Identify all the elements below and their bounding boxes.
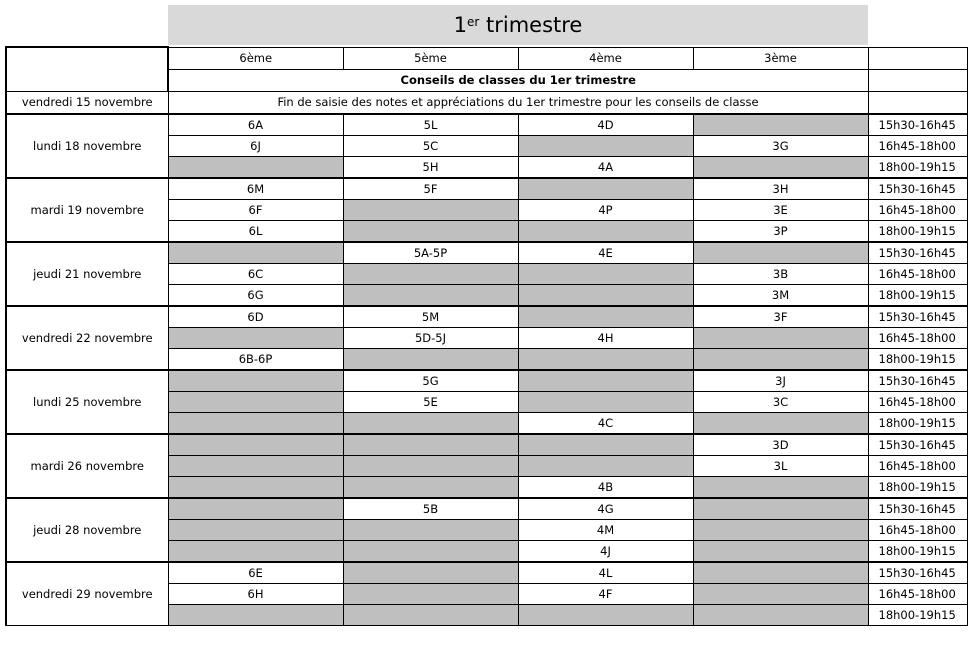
title-rest: trimestre <box>479 13 583 37</box>
time-slot: 18h00-19h15 <box>868 284 967 306</box>
schedule-body <box>6 47 967 625</box>
header-5eme: 5ème <box>343 47 518 69</box>
class-cell-5eme <box>343 519 518 540</box>
table-row <box>6 114 967 136</box>
class-cell-6eme: 6E <box>168 562 343 584</box>
time-slot: 15h30-16h45 <box>868 178 967 200</box>
class-cell-6eme: 6J <box>168 135 343 156</box>
class-cell-5eme: 5B <box>343 498 518 520</box>
class-cell-6eme <box>168 604 343 625</box>
title-sup: er <box>467 15 480 29</box>
class-cell-4eme: 4F <box>518 583 693 604</box>
class-cell-3eme <box>693 519 868 540</box>
class-cell-5eme <box>343 412 518 434</box>
class-cell-4eme <box>518 178 693 200</box>
class-cell-6eme <box>168 434 343 456</box>
class-cell-6eme <box>168 519 343 540</box>
class-cell-6eme <box>168 391 343 412</box>
class-cell-4eme <box>518 455 693 476</box>
class-cell-4eme <box>518 306 693 328</box>
class-cell-5eme <box>343 220 518 242</box>
header-4eme: 4ème <box>518 47 693 69</box>
class-cell-3eme <box>693 242 868 264</box>
time-slot: 16h45-18h00 <box>868 135 967 156</box>
class-cell-3eme: 3P <box>693 220 868 242</box>
class-cell-4eme: 4B <box>518 476 693 498</box>
class-cell-6eme <box>168 242 343 264</box>
header-time <box>868 47 967 69</box>
class-cell-6eme: 6H <box>168 583 343 604</box>
time-slot: 18h00-19h15 <box>868 540 967 562</box>
time-slot: 18h00-19h15 <box>868 604 967 625</box>
table-row <box>6 370 967 392</box>
time-slot: 15h30-16h45 <box>868 370 967 392</box>
class-cell-6eme <box>168 540 343 562</box>
page-title <box>168 5 868 45</box>
table-row <box>6 434 967 456</box>
day-date: vendredi 29 novembre <box>6 562 168 626</box>
notice-date: vendredi 15 novembre <box>6 91 168 114</box>
class-cell-5eme <box>343 434 518 456</box>
class-cell-4eme: 4A <box>518 156 693 178</box>
day-date: lundi 18 novembre <box>6 114 168 178</box>
class-cell-6eme: 6L <box>168 220 343 242</box>
class-cell-4eme <box>518 135 693 156</box>
class-cell-5eme: 5H <box>343 156 518 178</box>
class-cell-5eme: 5E <box>343 391 518 412</box>
schedule-table <box>5 46 968 626</box>
time-slot: 16h45-18h00 <box>868 327 967 348</box>
class-cell-6eme <box>168 498 343 520</box>
class-cell-6eme <box>168 327 343 348</box>
time-slot: 18h00-19h15 <box>868 412 967 434</box>
class-cell-6eme: 6M <box>168 178 343 200</box>
class-cell-4eme <box>518 604 693 625</box>
table-row <box>6 562 967 584</box>
table-row <box>6 306 967 328</box>
class-cell-4eme: 4C <box>518 412 693 434</box>
class-cell-6eme <box>168 476 343 498</box>
class-cell-5eme: 5F <box>343 178 518 200</box>
class-cell-5eme <box>343 540 518 562</box>
class-cell-5eme <box>343 562 518 584</box>
class-cell-5eme <box>343 348 518 370</box>
time-slot: 16h45-18h00 <box>868 455 967 476</box>
day-date: jeudi 21 novembre <box>6 242 168 306</box>
class-cell-3eme: 3E <box>693 199 868 220</box>
class-cell-3eme <box>693 604 868 625</box>
time-slot: 16h45-18h00 <box>868 583 967 604</box>
time-slot: 15h30-16h45 <box>868 242 967 264</box>
header-6eme: 6ème <box>168 47 343 69</box>
class-cell-4eme <box>518 391 693 412</box>
class-cell-5eme <box>343 583 518 604</box>
class-cell-5eme <box>343 604 518 625</box>
class-cell-4eme: 4H <box>518 327 693 348</box>
time-slot: 16h45-18h00 <box>868 263 967 284</box>
class-cell-3eme <box>693 562 868 584</box>
time-slot: 15h30-16h45 <box>868 562 967 584</box>
class-cell-5eme: 5L <box>343 114 518 136</box>
time-slot: 15h30-16h45 <box>868 306 967 328</box>
class-cell-6eme <box>168 412 343 434</box>
notice-text: Fin de saisie des notes et appréciations du 1er trimestre pour les conseils de classe <box>168 91 868 114</box>
subtitle-time <box>868 69 967 91</box>
class-cell-3eme: 3D <box>693 434 868 456</box>
day-date: mardi 26 novembre <box>6 434 168 498</box>
class-cell-5eme: 5M <box>343 306 518 328</box>
day-date: mardi 19 novembre <box>6 178 168 242</box>
notice-time <box>868 91 967 114</box>
class-cell-3eme <box>693 540 868 562</box>
title-main: 1 <box>453 13 467 37</box>
class-cell-6eme: 6A <box>168 114 343 136</box>
day-date: lundi 25 novembre <box>6 370 168 434</box>
class-cell-3eme <box>693 476 868 498</box>
class-cell-4eme: 4G <box>518 498 693 520</box>
table-row <box>6 498 967 520</box>
table-row <box>6 178 967 200</box>
class-cell-3eme: 3M <box>693 284 868 306</box>
class-cell-3eme <box>693 498 868 520</box>
class-cell-3eme: 3J <box>693 370 868 392</box>
class-cell-3eme: 3H <box>693 178 868 200</box>
class-cell-5eme: 5A-5P <box>343 242 518 264</box>
class-cell-4eme <box>518 284 693 306</box>
class-cell-5eme <box>343 263 518 284</box>
day-date: jeudi 28 novembre <box>6 498 168 562</box>
time-slot: 15h30-16h45 <box>868 498 967 520</box>
class-cell-3eme <box>693 583 868 604</box>
class-cell-5eme: 5G <box>343 370 518 392</box>
class-cell-3eme <box>693 114 868 136</box>
class-cell-3eme <box>693 412 868 434</box>
corner-cell <box>6 47 168 91</box>
time-slot: 18h00-19h15 <box>868 156 967 178</box>
class-cell-6eme <box>168 370 343 392</box>
class-cell-5eme <box>343 199 518 220</box>
day-date: vendredi 22 novembre <box>6 306 168 370</box>
subtitle: Conseils de classes du 1er trimestre <box>168 69 868 91</box>
class-cell-6eme <box>168 156 343 178</box>
class-cell-3eme: 3F <box>693 306 868 328</box>
class-cell-4eme <box>518 263 693 284</box>
class-cell-3eme: 3L <box>693 455 868 476</box>
class-cell-6eme: 6C <box>168 263 343 284</box>
class-cell-3eme <box>693 327 868 348</box>
class-cell-6eme <box>168 455 343 476</box>
table-row <box>6 242 967 264</box>
class-cell-6eme: 6D <box>168 306 343 328</box>
class-cell-6eme: 6B-6P <box>168 348 343 370</box>
class-cell-4eme <box>518 370 693 392</box>
time-slot: 15h30-16h45 <box>868 114 967 136</box>
class-cell-4eme: 4J <box>518 540 693 562</box>
class-cell-6eme: 6F <box>168 199 343 220</box>
class-cell-4eme: 4L <box>518 562 693 584</box>
time-slot: 16h45-18h00 <box>868 199 967 220</box>
class-cell-4eme: 4P <box>518 199 693 220</box>
time-slot: 18h00-19h15 <box>868 220 967 242</box>
time-slot: 18h00-19h15 <box>868 476 967 498</box>
time-slot: 15h30-16h45 <box>868 434 967 456</box>
class-cell-5eme <box>343 455 518 476</box>
class-cell-5eme: 5C <box>343 135 518 156</box>
class-cell-4eme: 4E <box>518 242 693 264</box>
class-cell-4eme: 4D <box>518 114 693 136</box>
class-cell-3eme: 3G <box>693 135 868 156</box>
class-cell-6eme: 6G <box>168 284 343 306</box>
time-slot: 16h45-18h00 <box>868 519 967 540</box>
class-cell-3eme <box>693 156 868 178</box>
header-3eme: 3ème <box>693 47 868 69</box>
class-cell-3eme: 3B <box>693 263 868 284</box>
class-cell-4eme <box>518 434 693 456</box>
class-cell-4eme <box>518 348 693 370</box>
time-slot: 18h00-19h15 <box>868 348 967 370</box>
class-cell-4eme: 4M <box>518 519 693 540</box>
class-cell-4eme <box>518 220 693 242</box>
class-cell-5eme <box>343 476 518 498</box>
class-cell-3eme: 3C <box>693 391 868 412</box>
class-cell-5eme: 5D-5J <box>343 327 518 348</box>
class-cell-5eme <box>343 284 518 306</box>
class-cell-3eme <box>693 348 868 370</box>
time-slot: 16h45-18h00 <box>868 391 967 412</box>
